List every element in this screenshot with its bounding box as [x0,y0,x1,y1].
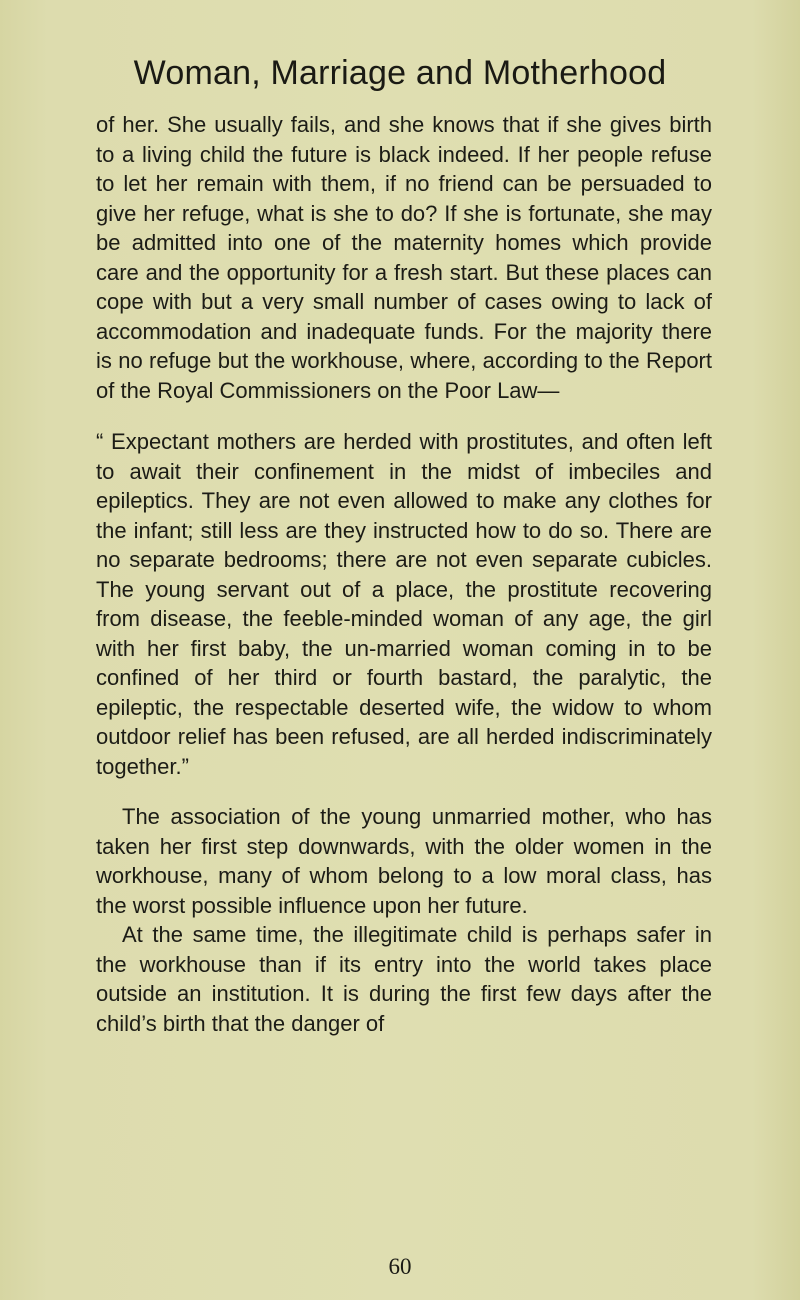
page-number: 60 [388,1254,412,1279]
paragraph-1: of her. She usually fails, and she knows that if she gives birth to a living child the future is black indeed. If her people refuse to let her remain with them, if no friend can be persuaded to give her refuge, what is she to do? If she is fortunate, she may be admitted into one of the maternity homes which provide care and the opportunity for a fresh start. But these places can cope with but a very small number of cases owing to lack of accommodation and inadequate funds. For the majority there is no refuge but the workhouse, where, according to the Report of the Royal Commissioners on the Poor Law— [96,112,712,403]
paragraph-3: The association of the young unmarried mother, who has taken her first step downwards, with the older women in the workhouse, many of whom belong to a low moral class, has the worst possible influence upon her future. [96,804,712,918]
running-head: Woman, Marriage and Motherhood [133,54,667,92]
page-body [96,110,712,1038]
quotation-paragraph: “ Expectant mothers are herded with prostitutes, and often left to await their confinement in the midst of imbeciles and epileptics. They are not even allowed to make any clothes for the infant; still less are they instructed how to do so. There are no separate bedrooms; there are not even separate cubicles. The young servant out of a place, the prostitute recovering from disease, the feeble-minded woman of any age, the girl with her first baby, the un-married woman coming in to be confined of her third or fourth bastard, the paralytic, the epileptic, the respectable deserted wife, the widow to whom outdoor relief has been refused, are all herded indiscriminately together.” [96,429,712,779]
paragraph-4: At the same time, the illegitimate child is perhaps safer in the workhouse than if its entry into the world takes place outside an institution. It is during the first few days after the child’s birth that the danger of [96,922,712,1036]
